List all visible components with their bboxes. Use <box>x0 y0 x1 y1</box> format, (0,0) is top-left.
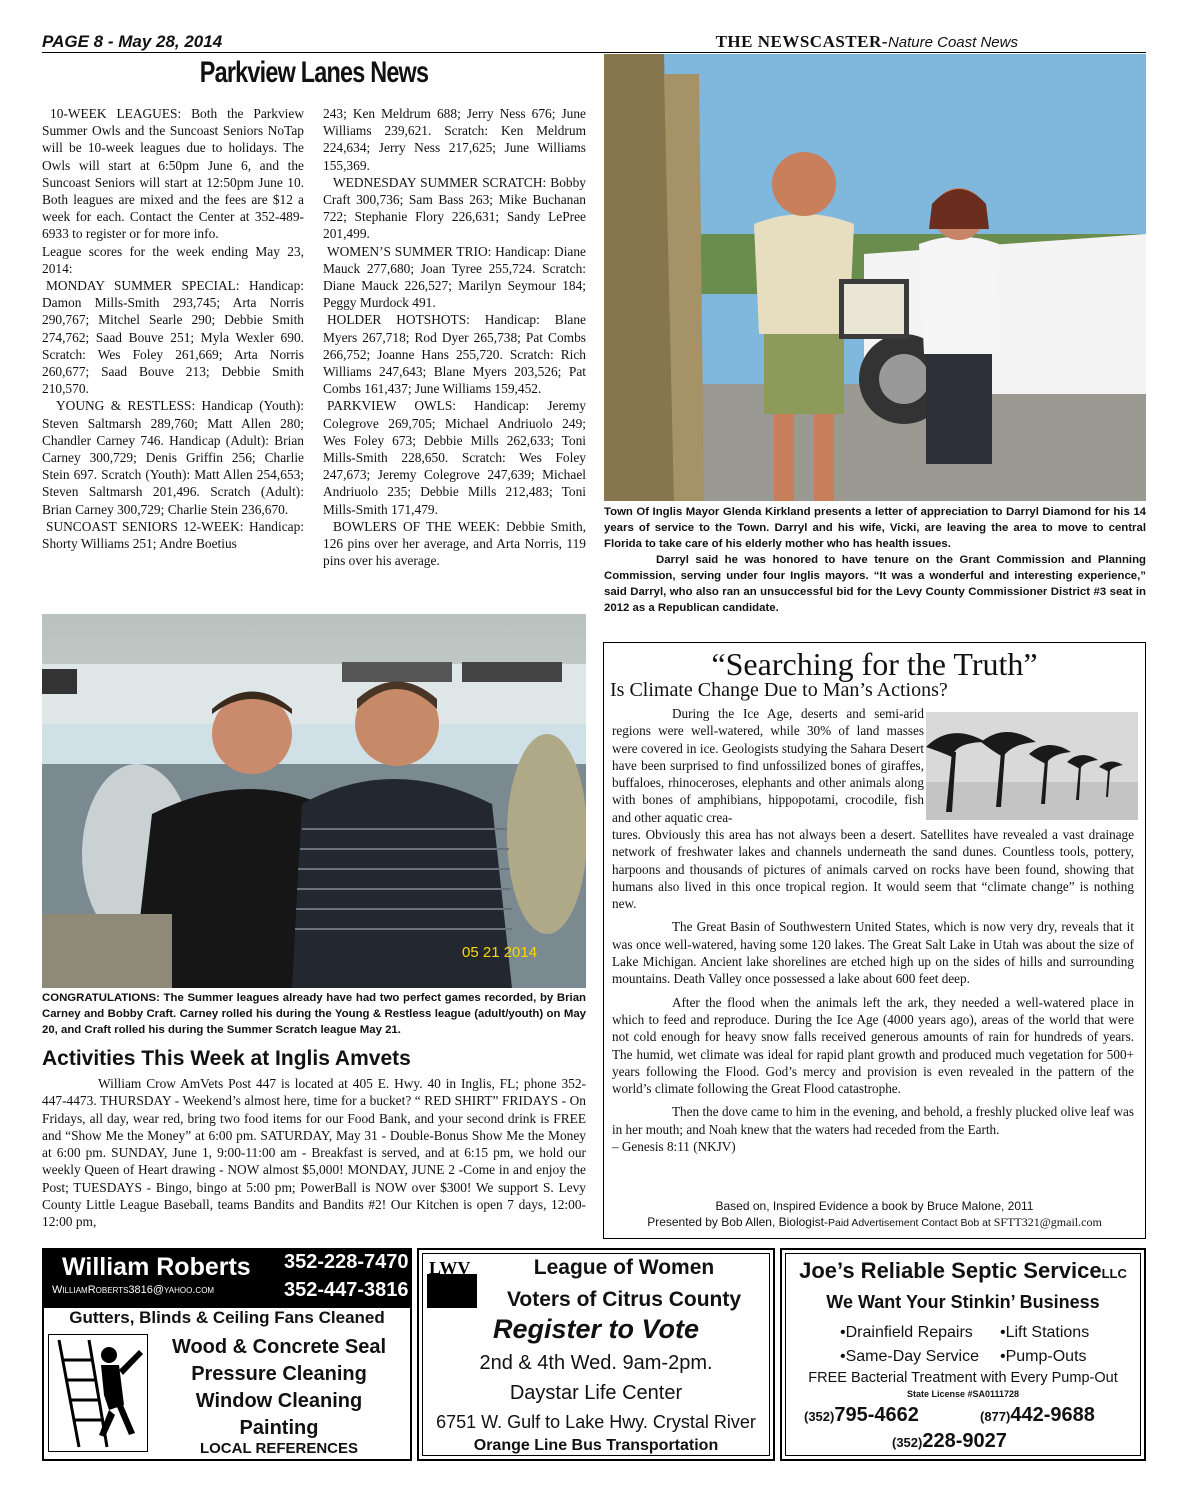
paragraph: SUNCOAST SENIORS 12-WEEK: Handicap: Shorty Williams 251; Andre Boetius <box>42 518 304 552</box>
painter-illustration <box>48 1334 148 1452</box>
roberts-email: WilliamRoberts3816@yahoo.com <box>52 1284 215 1296</box>
truth-body <box>612 826 1134 1155</box>
photo-date-stamp: 05 21 2014 <box>462 944 538 961</box>
inglis-caption <box>604 504 1146 616</box>
presenter: Presented by Bob Allen, Biologist- <box>647 1215 828 1229</box>
roberts-line-1: Gutters, Blinds & Ceiling Fans Cleaned <box>69 1308 385 1327</box>
area-code: (877) <box>980 1409 1011 1424</box>
lwv-bus: Orange Line Bus Transportation <box>473 1437 719 1454</box>
lwv-ad <box>417 1248 775 1461</box>
roberts-services <box>154 1334 404 1442</box>
joes-slogan: We Want Your Stinkin’ Business <box>826 1292 1100 1312</box>
lwv-register: Register to Vote <box>492 1314 700 1344</box>
joes-bullet-4: •Pump-Outs <box>1000 1348 1087 1365</box>
amvets-title: Activities This Week at Inglis Amvets <box>42 1047 411 1070</box>
inglis-caption-1: Town Of Inglis Mayor Glenda Kirkland presents a letter of appreciation to Darryl Diamond for his 14 years of service to the Town. Darryl and his wife, Vicki, are leaving the area to move to central Florida to take care of his elderly mother who has health issues. <box>604 506 1146 550</box>
service-item: Painting <box>239 1417 319 1439</box>
paragraph: League scores for the week ending May 23, 2014: <box>42 243 304 276</box>
lwv-logo <box>427 1258 477 1308</box>
joes-phone-3 <box>892 1430 1007 1453</box>
page-number-date: PAGE 8 - May 28, 2014 <box>42 32 223 51</box>
phone-number: 795-4662 <box>834 1404 919 1426</box>
joes-bullet-3: •Same-Day Service <box>840 1348 979 1365</box>
area-code: (352) <box>892 1435 923 1450</box>
amvets-body: William Crow AmVets Post 447 is located at 405 E. Hwy. 40 in Inglis, FL; phone 352-447-4473. THURSDAY - Weekend’s almost here, time for a bucket? “ RED SHIRT” FRIDAYS - On Fridays, all day, wear red, bring two food items for our Food Bank, and your second drink is FREE and “Show Me the Money” at 6:00 pm. SATURDAY, May 31 - Double-Bonus Show Me the Money at 6:00 pm. SUNDAY, June 1, 9:00-11:00 am - Breakfast is served, and at 6:15 pm, we hold our weekly Queen of Heart drawing - NOW almost $5,000! MONDAY, JUNE 2 -Come in and enjoy the Post; TUESDAYS - Bingo, bingo at 5:00 pm; PowerBall is NOW over $300! We support S. Levy County Little League Baseball, teams Bandits and Bandits #2! Our Kitchen is open 7 days, 12:00-12:00 pm, <box>42 1076 586 1230</box>
lwv-logo-text: LWV <box>429 1258 471 1278</box>
lwv-line-2: Voters of Citrus County <box>506 1288 742 1311</box>
lwv-line-1: League of Women <box>533 1256 715 1279</box>
bowling-caption: CONGRATULATIONS: The Summer leagues already have had two perfect games recorded, by Brian Carney and Bobby Craft. Carney rolled his during the Young & Restless league (adult/youth) on May 20, and Craft rolled his during the Summer Scratch league May 21. <box>42 992 586 1036</box>
paragraph: HOLDER HOTSHOTS: Handicap: Blane Myers 267,718; Rod Dyer 265,738; Pat Combs 266,752; Joanne Hans 255,720. Scratch: Rich Williams 247,643; Blane Myers 203,526; Pat Combs 161,437; June Williams 159,452. <box>323 312 586 397</box>
paragraph: After the flood when the animals left the ark, they needed a well-watered place in which to feed and reproduce. During the Ice Age (4000 years ago), areas of the world that were not cold enough for heavy snow falls received generous amounts of rain for hundreds of years. The humid, wet climate was ideal for rapid plant growth and produced much vegetation for 500+ years following the Flood. God’s mercy and provision is even revealed in the pattern of the world’s climate following the Great Flood catastrophe. <box>612 994 1134 1097</box>
service-item: Wood & Concrete Seal <box>171 1336 387 1358</box>
paragraph: YOUNG & RESTLESS: Handicap (Youth): Steven Saltmarsh 289,760; Matt Allen 280; Chandler Carney 746. Handicap (Adult): Brian Carney 300,729; Denis Griffin 256; Charlie Stein 697. Scratch (Youth): Matt Allen 254,653; Steven Saltmarsh 201,496. Scratch (Adult): Brian Carney 300,729; Charlie Stein 236,670. <box>42 398 304 517</box>
joes-free-treatment: FREE Bacterial Treatment with Every Pump-Out <box>808 1370 1118 1386</box>
truth-presenter <box>603 1215 1146 1230</box>
parkview-column-2 <box>323 105 586 610</box>
truth-paragraph-1a <box>612 705 924 826</box>
inglis-photo <box>604 54 1146 501</box>
joes-ad <box>780 1248 1146 1461</box>
roberts-references: LOCAL REFERENCES <box>199 1440 359 1457</box>
lwv-schedule: 2nd & 4th Wed. 9am-2pm. <box>479 1352 713 1374</box>
newspaper-title: THE NEWSCASTER- <box>715 32 888 51</box>
header-rule <box>42 52 1146 53</box>
inglis-caption-2: Darryl said he was honored to have tenure on the Grant Commission and Planning Commission, serving under four Inglis mayors. “It was a wonderful and interesting experience,” said Darryl, who also ran an unsuccessful bid for the Levy County Commissioner District #3 seat in 2012 as a Republican candidate. <box>604 554 1146 614</box>
paragraph: The Great Basin of Southwestern United States, which is now very dry, reveals that it was once well-watered, having some 120 lakes. The Great Salt Lake in Utah was about the size of Lake Michigan. Ancient lake shorelines are etched high up on the sides of hills and surrounding mountains. Death Valley once possessed a lake about 600 feet deep. <box>612 919 1134 987</box>
truth-subtitle: Is Climate Change Due to Man’s Actions? <box>610 679 948 701</box>
roberts-ad <box>42 1248 412 1461</box>
newspaper-subtitle: Nature Coast News <box>887 34 1018 51</box>
paragraph: PARKVIEW OWLS: Handicap: Jeremy Colegrove 269,705; Michael Andriuolo 249; Wes Foley 673; Debbie Mills 262,633; Toni Mills-Smith 228,650. Scratch: Wes Foley 247,673; Jeremy Colegrove 247,639; Michael Andriuolo 235; Debbie Mills 212,483; Toni Mills-Smith 171,479. <box>323 398 586 517</box>
paragraph: BOWLERS OF THE WEEK: Debbie Smith, 126 pins over her average, and Arta Norris, 119 pins over his average. <box>323 518 586 569</box>
joes-name <box>782 1258 1144 1284</box>
paid-ad-note: Paid Advertisement Contact Bob at <box>827 1217 994 1229</box>
phone-number: 228-9027 <box>922 1430 1007 1452</box>
paragraph: – Genesis 8:11 (NKJV) <box>612 1139 736 1155</box>
parkview-title: Parkview Lanes News <box>199 56 429 89</box>
area-code: (352) <box>804 1409 835 1424</box>
joes-company: Joe’s Reliable Septic Service <box>799 1258 1102 1283</box>
lwv-address: 6751 W. Gulf to Lake Hwy. Crystal River <box>436 1412 756 1432</box>
roberts-name: William Roberts <box>62 1253 251 1281</box>
roberts-phone-2: 352-447-3816 <box>284 1279 409 1301</box>
paragraph: tures. Obviously this area has not always been a desert. Satellites have revealed a vast drainage network of freshwater lakes and channels underneath the sand dunes. Countless tools, pottery, harpoons and thousands of pictures of animals carved on rocks have been found, showing that humans also lived in this once tropical region. It would seem that “climate change” is nothing new. <box>612 827 1134 912</box>
service-item: Pressure Cleaning <box>191 1363 367 1385</box>
paragraph: During the Ice Age, deserts and semi-arid regions were well-watered, while 30% of land masses were covered in ice. Geologists studying the Sahara Desert have been surprised to find unfossilized bones of giraffes, buffaloes, rhinoceroses, elephants and other animals along with bones of amphibians, hippopotami, crocodile, fish and other aquatic crea- <box>612 706 924 825</box>
joes-bullet-2: •Lift Stations <box>1000 1324 1090 1341</box>
paragraph: WOMEN’S SUMMER TRIO: Handicap: Diane Mauck 277,680; Joan Tyree 255,724. Scratch: Diane Mauck 226,527; Marilyn Seymour 184; Peggy Murdock 491. <box>323 243 586 311</box>
palm-trees-photo <box>926 712 1138 820</box>
paragraph: 243; Ken Meldrum 688; Jerry Ness 676; June Williams 239,621. Scratch: Ken Meldrum 224,634; Jerry Ness 217,625; June Williams 155,369. <box>323 106 586 173</box>
paragraph: WEDNESDAY SUMMER SCRATCH: Bobby Craft 300,736; Sam Bass 263; Mike Buchanan 722; Stephanie Flory 226,631; Sandy LePree 201,499. <box>323 174 586 242</box>
lwv-location: Daystar Life Center <box>509 1382 683 1404</box>
phone-number: 442-9688 <box>1010 1404 1095 1426</box>
service-item: Window Cleaning <box>195 1390 363 1412</box>
paragraph: Then the dove came to him in the evening, and behold, a freshly plucked olive leaf was in her mouth; and Noah knew that the waters had receded from the Earth. <box>612 1104 1134 1137</box>
joes-llc: LLC <box>1101 1266 1127 1281</box>
joes-phone-2 <box>980 1404 1095 1427</box>
bowling-photo <box>42 614 586 988</box>
paragraph: MONDAY SUMMER SPECIAL: Handicap: Damon Mills-Smith 293,745; Arta Norris 290,767; Mitchel Searle 290; Debbie Smith 274,762; Saad Bouve 251; Myla Wexler 690. Scratch: Wes Foley 261,669; Arta Norris 260,677; Saad Bouve 213; Debbie Smith 210,570. <box>42 278 304 397</box>
paragraph: 10-WEEK LEAGUES: Both the Parkview Summer Owls and the Suncoast Seniors NoTap will be 10-week leagues due to holidays. The Owls will start at 6:50pm June 6, and the Suncoast Seniors will start at 12:50pm June 10. Both leagues are mixed and the fees are $12 a week for each. Contact the Center at 352-489-6933 to register or for more info. <box>42 106 304 242</box>
joes-phone-1 <box>804 1404 919 1427</box>
newspaper-name <box>716 32 1018 52</box>
roberts-phone-1: 352-228-7470 <box>284 1251 409 1273</box>
contact-email: SFTT321@gmail.com <box>993 1215 1102 1229</box>
joes-license: State License #SA0111728 <box>906 1389 1020 1399</box>
truth-title: “Searching for the Truth” <box>711 646 1038 682</box>
truth-credit: Based on, Inspired Evidence a book by Bruce Malone, 2011 <box>715 1199 1034 1213</box>
joes-bullet-1: •Drainfield Repairs <box>840 1324 973 1341</box>
parkview-column-1 <box>42 105 304 610</box>
